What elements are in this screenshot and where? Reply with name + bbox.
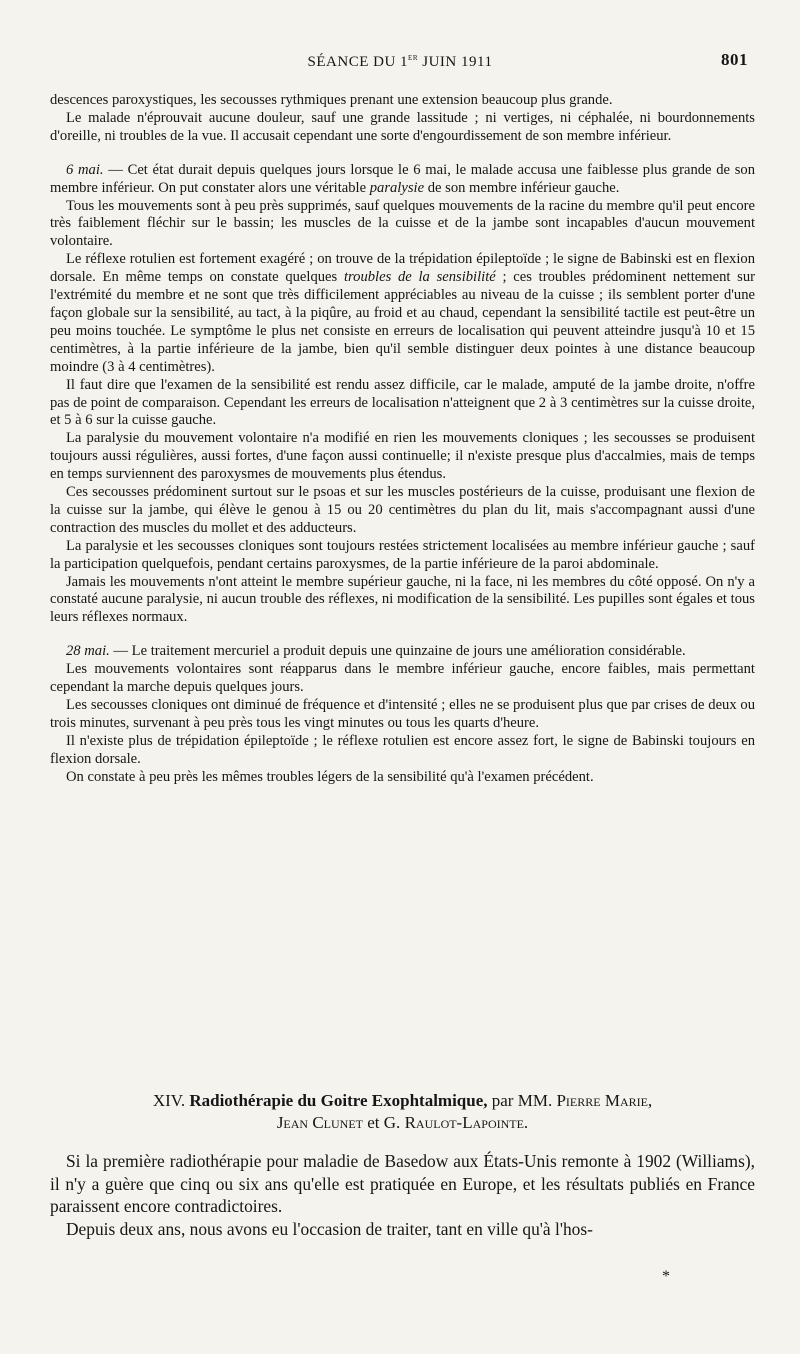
date-label: 6 mai. bbox=[66, 161, 104, 178]
author-name: Jean Clunet bbox=[276, 1113, 364, 1132]
paragraph: Si la première radiothérapie pour maladie de Basedow aux États-Unis remonte à 1902 (Williams), il n'y a guère que cinq ou six ans qu'elle est pratiquée en Europe, et les résultats publiés en France paraissent encore contradictoires. bbox=[50, 1151, 755, 1216]
paragraph-text: ; ces troubles prédominent nettement sur l'extrémité du membre et ne sont que très difficilement appréciables au niveau de la cuisse ; ils semblent porter d'une façon globale sur la sensibilité, au tact, à la piqûre, au froid et au chaud, cependant la sensibilité tactile est peut-être un peu moins touchée. Le symptôme le plus net consiste en erreurs de localisation qui peuvent atteindre jusqu'à 10 et 15 centimètres, à la partie inférieure de la jambe, bien qu'il semble distinguer deux pointes à une distance beaucoup moindre (3 à 4 centimètres). bbox=[50, 269, 756, 375]
italic-term: paralysie bbox=[369, 179, 425, 196]
paragraph: descences paroxystiques, les secousses rythmiques prenant une extension beaucoup plus grande. bbox=[50, 92, 613, 108]
section-heading-line-1 bbox=[50, 1090, 755, 1112]
paragraph: Les secousses cloniques ont diminué de fréquence et d'intensité ; elles ne se produisent plus que par crises de deux ou trois minutes, survenant à peu près tous les vingt minutes ou tous les quarts d'heure. bbox=[50, 697, 755, 731]
section-and: et G. bbox=[363, 1113, 405, 1132]
paragraph: Il n'existe plus de trépidation épileptoïde ; le réflexe rotulien est encore assez fort, le signe de Babinski toujours en flexion dorsale. bbox=[50, 732, 755, 767]
header-title-sup: er bbox=[408, 52, 418, 63]
section-heading-line-2 bbox=[50, 1112, 755, 1134]
author-name: Pierre Marie, bbox=[556, 1091, 653, 1110]
paragraph-text: — Le traitement mercuriel a produit depuis une quinzaine de jours une amélioration considérable. bbox=[109, 643, 686, 660]
paragraph bbox=[50, 162, 755, 198]
paragraph bbox=[50, 643, 755, 661]
paragraph: La paralysie du mouvement volontaire n'a modifié en rien les mouvements cloniques ; les secousses se produisent toujours aussi régulières, aussi fortes, d'une façon aussi continuelle; il n'existe presque plus d'accalmies, mais de temps en temps surviennent des paroxysmes de mouvements plus étendus. bbox=[50, 430, 755, 483]
paragraph bbox=[50, 251, 755, 376]
header-title bbox=[50, 52, 750, 71]
section-by: par MM. bbox=[487, 1091, 557, 1110]
author-name: Raulot-Lapointe. bbox=[404, 1113, 529, 1132]
date-label: 28 mai. bbox=[66, 643, 110, 660]
paragraph: Le malade n'éprouvait aucune douleur, sauf une grande lassitude ; ni vertiges, ni céphalée, ni bourdonnements d'oreille, ni troubles de la vue. Il accusait cependant une sorte d'engourdissement de son membre inférieur. bbox=[50, 109, 755, 144]
paragraph: On constate à peu près les mêmes troubles légers de la sensibilité qu'à l'examen précédent. bbox=[66, 768, 594, 785]
paragraph: Ces secousses prédominent surtout sur le psoas et sur les muscles postérieurs de la cuisse, produisant une flexion de la cuisse sur la jambe, qui élève le genou à 15 ou 20 centimètres du plan du lit, mais s'accompagnant aussi d'une contraction des muscles du mollet et des adducteurs. bbox=[50, 484, 755, 536]
italic-term: troubles de la sensibilité bbox=[343, 269, 496, 286]
paragraph: Il faut dire que l'examen de la sensibilité est rendu assez difficile, car le malade, amputé de la jambe droite, n'offre pas de point de comparaison. Cependant les erreurs de localisation n'atteignent que 2 à 3 centimètres sur la cuisse droite, et 5 à 6 sur la cuisse gauche. bbox=[50, 376, 755, 429]
paragraph: Tous les mouvements sont à peu près supprimés, sauf quelques mouvements de la racine du membre qu'il peut encore très faiblement fléchir sur le bassin; les muscles de la cuisse et de la jambe sont incapables d'aucun mouvement volontaire. bbox=[50, 197, 755, 250]
page-number: 801 bbox=[721, 50, 748, 69]
paragraph-text: Le réflexe rotulien est fortement exagéré ; on trouve de la trépidation épileptoïde ; le signe de Babinski est en flexion dorsale. En même temps on constate quelques bbox=[50, 251, 755, 286]
paragraph-text: de son membre inférieur gauche. bbox=[424, 179, 620, 196]
header-title-suffix: JUIN 1911 bbox=[418, 54, 493, 70]
paragraph: Les mouvements volontaires sont réapparus dans le membre inférieur gauche, encore faibles, mais permettant cependant la marche depuis quelques jours. bbox=[50, 661, 755, 696]
article-body bbox=[50, 1150, 755, 1240]
paragraph: Depuis deux ans, nous avons eu l'occasion de traiter, tant en ville qu'à l'hos- bbox=[66, 1218, 593, 1239]
paragraph: Jamais les mouvements n'ont atteint le membre supérieur gauche, ni la face, ni les membres du côté opposé. On n'y a constaté aucune paralysie, ni aucun trouble des réflexes, ni modification de la sensibilité. Les pupilles sont égales et tous leurs réflexes normaux. bbox=[50, 573, 755, 626]
signature-mark: * bbox=[662, 1268, 670, 1285]
running-header bbox=[50, 50, 750, 76]
section-title: Radiothérapie du Goitre Exophtalmique, bbox=[189, 1091, 488, 1110]
header-title-prefix: SÉANCE DU 1 bbox=[307, 54, 409, 70]
section-numeral: XIV. bbox=[152, 1091, 186, 1110]
paragraph-text: — Cet état durait depuis quelques jours lorsque le 6 mai, le malade accusa une faiblesse plus grande de son membre inférieur. On put constater alors une véritable bbox=[50, 161, 756, 196]
section-heading bbox=[50, 1090, 755, 1134]
case-report-body bbox=[50, 92, 755, 787]
paragraph: La paralysie et les secousses cloniques sont toujours restées strictement localisées au membre inférieur gauche ; sauf la participation quelquefois, pendant certains paroxysmes, de la partie inférieure de la paroi abdominale. bbox=[50, 537, 755, 572]
